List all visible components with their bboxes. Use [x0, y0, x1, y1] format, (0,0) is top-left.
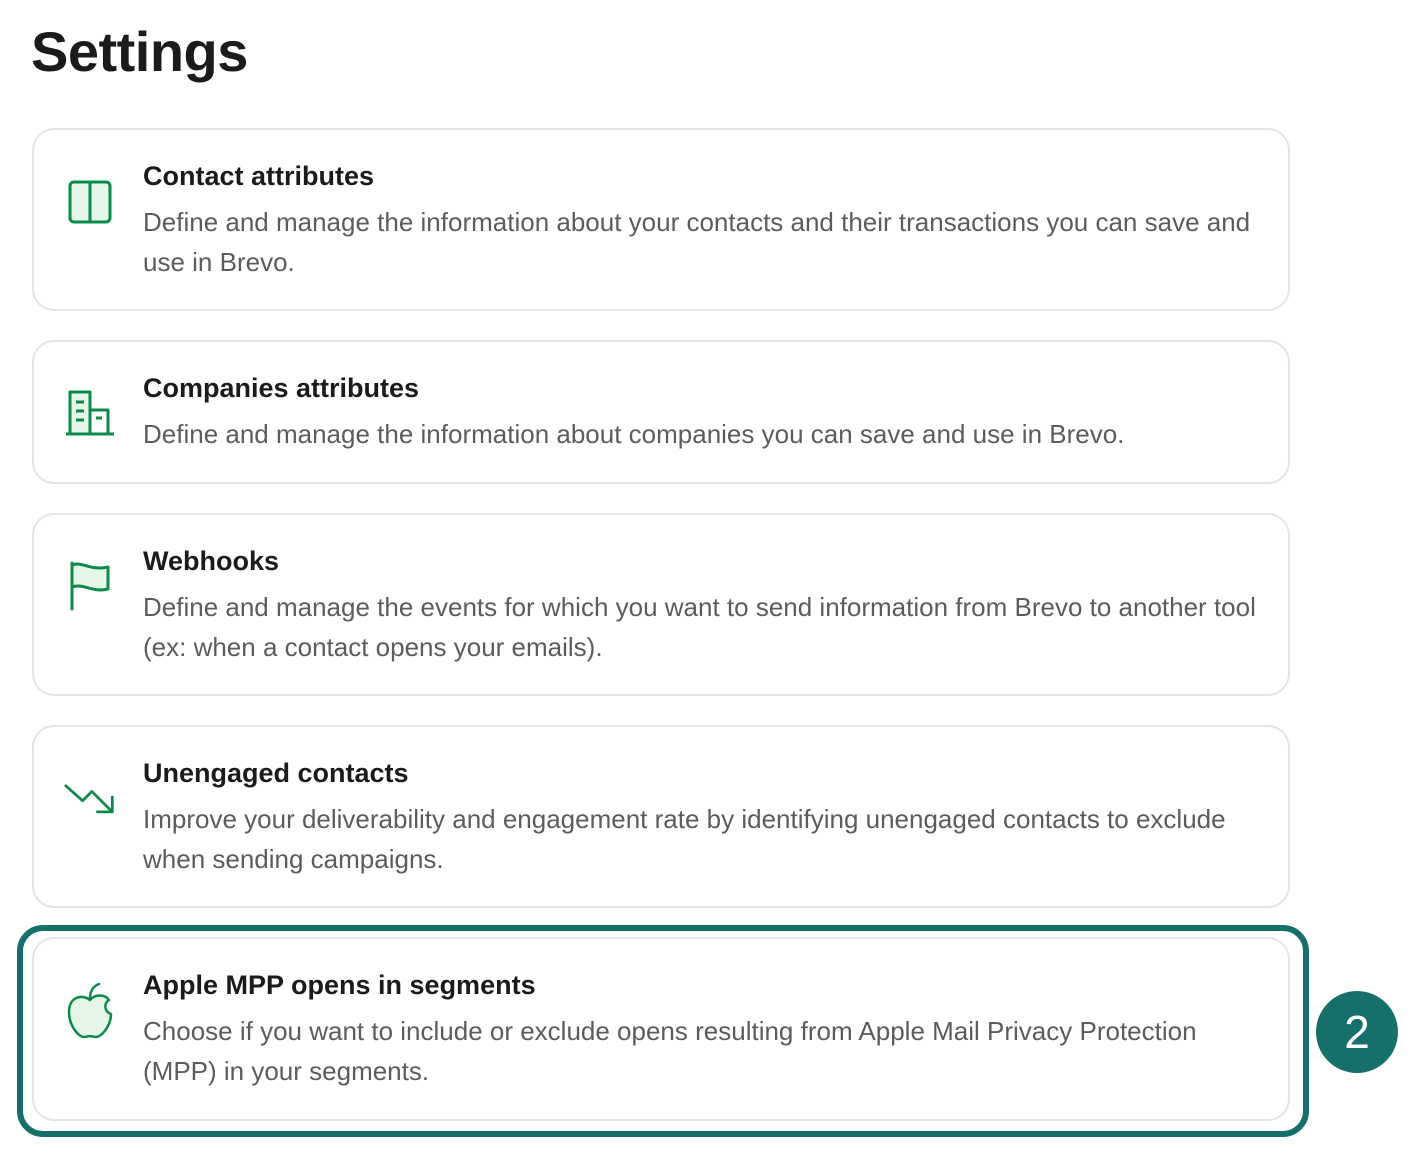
columns-icon: [64, 176, 116, 228]
trend-down-icon: [64, 771, 116, 823]
card-description: Define and manage the information about companies you can save and use in Brevo.: [143, 419, 1125, 449]
settings-card-contact-attributes[interactable]: [32, 128, 1290, 311]
building-icon: [64, 388, 116, 440]
settings-card-companies-attributes[interactable]: [32, 340, 1290, 484]
settings-card-apple-mpp[interactable]: [32, 937, 1290, 1121]
card-description: Define and manage the information about your contacts and their transactions you can save and use in Brevo.: [143, 207, 1251, 277]
card-description: Define and manage the events for which you want to send information from Brevo to another tool (ex: when a contact opens your emails).: [143, 592, 1256, 662]
card-title: Unengaged contacts: [143, 758, 409, 788]
card-title: Companies attributes: [143, 373, 420, 403]
flag-icon: [64, 559, 116, 611]
page-title: Settings: [31, 20, 248, 83]
card-title: Apple MPP opens in segments: [143, 970, 536, 1000]
card-description: Improve your deliverability and engagement rate by identifying unengaged contacts to exclude when sending campaigns.: [143, 804, 1226, 874]
card-description: Choose if you want to include or exclude opens resulting from Apple Mail Privacy Protection (MPP) in your segments.: [143, 1016, 1197, 1086]
apple-icon: [64, 985, 116, 1037]
step-badge: 2: [1316, 991, 1398, 1073]
settings-card-unengaged-contacts[interactable]: [32, 725, 1290, 908]
settings-card-webhooks[interactable]: [32, 513, 1290, 696]
card-title: Webhooks: [143, 546, 280, 576]
card-title: Contact attributes: [143, 161, 375, 191]
